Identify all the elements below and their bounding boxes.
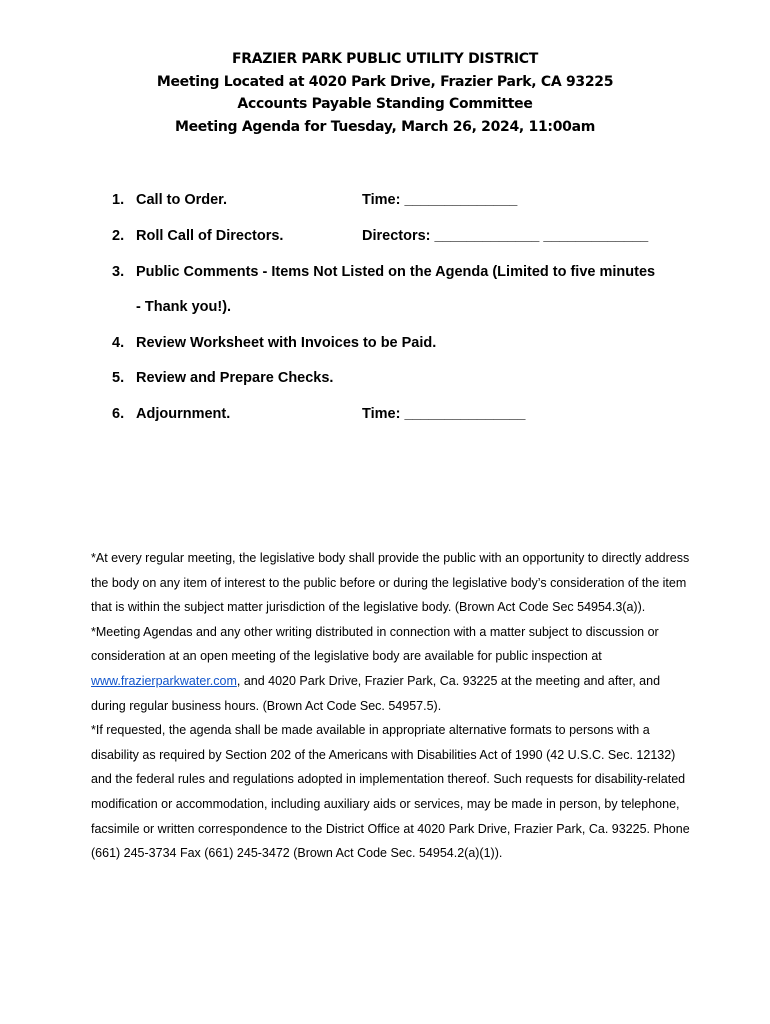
public-inspection-note <box>91 620 691 718</box>
directors-field: Directors: _____________ _____________ <box>362 228 649 244</box>
accessibility-note: *If requested, the agenda shall be made available in appropriate alternative formats to persons with a disability as required by Section 202 of the Americans with Disabilities Act of 1990 (42 U.S.C. Sec. 12132) and the federal rules and regulations adopted in implementation thereof. Such requests for disability-related modification or accommodation, including auxiliary aids or services, may be made in person, by telephone, facsimile or written correspondence to the District Office at 4020 Park Drive, Frazier Park, Ca. 93225. Phone (661) 245-3734 Fax (661) 245-3472 (Brown Act Code Sec. 54954.2(a)(1)). <box>91 723 690 861</box>
district-name: FRAZIER PARK PUBLIC UTILITY DISTRICT <box>232 51 538 67</box>
agenda-item-label: Adjournment. <box>136 406 231 422</box>
agenda-item-label: Roll Call of Directors. <box>136 228 284 244</box>
agenda-item-number: 6. <box>112 406 125 422</box>
district-website-link[interactable]: www.frazierparkwater.com <box>91 673 237 688</box>
agenda-item-label-continued: - Thank you!). <box>136 299 232 315</box>
agenda-item-label: Public Comments - Items Not Listed on the Agenda (Limited to five minutes <box>136 264 656 280</box>
agenda-item-number: 2. <box>112 228 125 244</box>
meeting-location: Meeting Located at 4020 Park Drive, Frazier Park, CA 93225 <box>156 73 614 90</box>
agenda-item-label: Call to Order. <box>136 192 228 208</box>
adjournment-time-field: Time: _______________ <box>362 406 526 422</box>
inspection-text-before: *Meeting Agendas and any other writing distributed in connection with a matter subject to discussion or consideration at an open meeting of the legislative body are available for public inspection at <box>91 624 659 664</box>
brown-act-notes <box>91 546 691 866</box>
agenda-list <box>0 0 770 440</box>
inspection-text-after: , and 4020 Park Drive, Frazier Park, Ca. 93225 at the meeting and after, and during regular business hours. (Brown Act Code Sec. 54957.5). <box>91 673 661 713</box>
meeting-date: Meeting Agenda for Tuesday, March 26, 2024, 11:00am <box>174 118 596 135</box>
agenda-item-label: Review Worksheet with Invoices to be Paid. <box>136 335 437 351</box>
agenda-item-number: 5. <box>112 370 125 386</box>
agenda-item-number: 3. <box>112 264 125 280</box>
agenda-item-number: 1. <box>112 192 125 208</box>
agenda-item-number: 4. <box>112 335 125 351</box>
agenda-item-label: Review and Prepare Checks. <box>136 370 334 386</box>
public-comment-note: *At every regular meeting, the legislative body shall provide the public with an opportunity to directly address the body on any item of interest to the public before or during the legislative body’s consideration of the item that is within the subject matter jurisdiction of the legislative body. (Brown Act Code Sec 54954.3(a)). <box>91 551 690 615</box>
call-to-order-time-field: Time: ______________ <box>362 192 518 208</box>
committee-name: Accounts Payable Standing Committee <box>237 96 533 112</box>
